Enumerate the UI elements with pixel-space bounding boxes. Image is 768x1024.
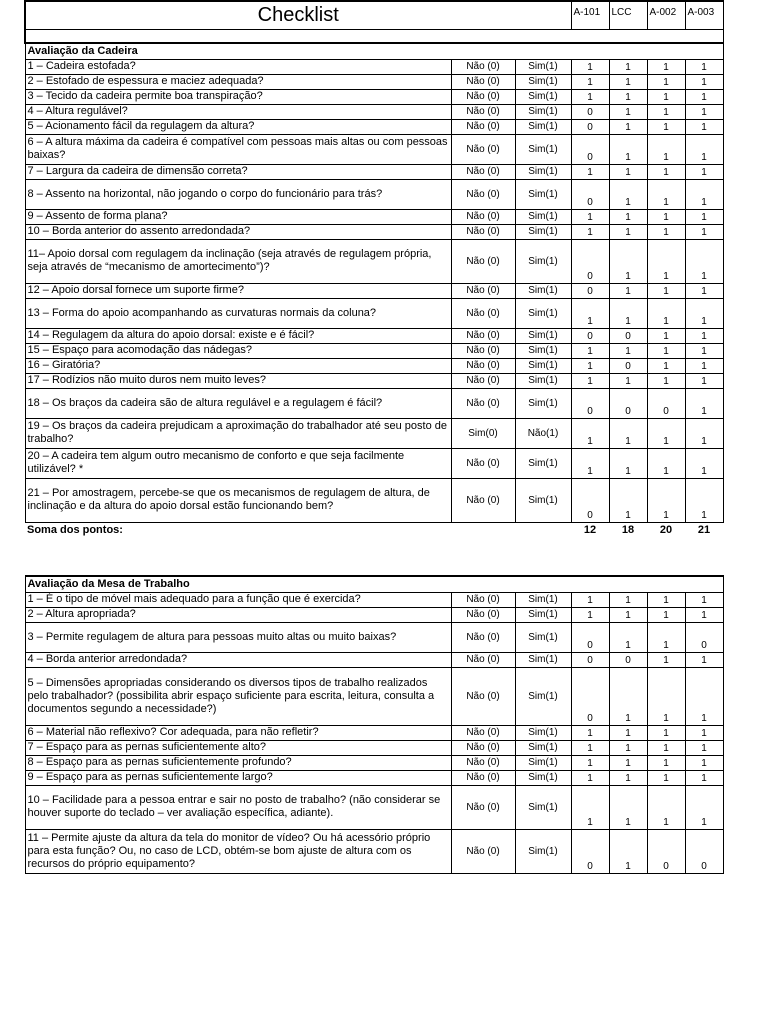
score-lcc: 1 bbox=[609, 622, 647, 652]
option-one: Sim(1) bbox=[515, 725, 571, 740]
score-lcc: 1 bbox=[609, 134, 647, 164]
checklist-row bbox=[25, 224, 723, 239]
option-zero: Não (0) bbox=[451, 740, 515, 755]
question-text: 20 – A cadeira tem algum outro mecanismo de conforto e que seja facilmente utilizável? * bbox=[25, 448, 451, 478]
score-a-003: 1 bbox=[685, 607, 723, 622]
score-a-002: 1 bbox=[647, 328, 685, 343]
score-lcc: 1 bbox=[609, 209, 647, 224]
score-a-002: 1 bbox=[647, 592, 685, 607]
score-a-101: 1 bbox=[571, 224, 609, 239]
checklist-row bbox=[25, 770, 723, 785]
option-one: Sim(1) bbox=[515, 209, 571, 224]
option-one: Sim(1) bbox=[515, 388, 571, 418]
score-a-003: 1 bbox=[685, 725, 723, 740]
score-a-003: 1 bbox=[685, 770, 723, 785]
option-zero: Não (0) bbox=[451, 343, 515, 358]
question-text: 9 – Espaço para as pernas suficientemente largo? bbox=[25, 770, 451, 785]
score-a-101: 0 bbox=[571, 622, 609, 652]
score-lcc: 0 bbox=[609, 358, 647, 373]
question-text: 7 – Largura da cadeira de dimensão correta? bbox=[25, 164, 451, 179]
question-text: 11 – Permite ajuste da altura da tela do monitor de vídeo? Ou há acessório próprio para esta função? Ou, no caso de LCD, obtém-se bom ajuste de altura com os recursos do próprio equipamento? bbox=[25, 829, 451, 873]
score-a-101: 1 bbox=[571, 298, 609, 328]
score-a-003: 1 bbox=[685, 239, 723, 283]
question-text: 8 – Espaço para as pernas suficientemente profundo? bbox=[25, 755, 451, 770]
checklist-table bbox=[24, 0, 724, 874]
score-a-101: 0 bbox=[571, 652, 609, 667]
score-a-101: 1 bbox=[571, 725, 609, 740]
score-lcc: 0 bbox=[609, 388, 647, 418]
score-lcc: 1 bbox=[609, 418, 647, 448]
option-one: Sim(1) bbox=[515, 328, 571, 343]
score-lcc: 1 bbox=[609, 239, 647, 283]
option-one: Sim(1) bbox=[515, 89, 571, 104]
spacer bbox=[25, 29, 723, 43]
score-lcc: 1 bbox=[609, 667, 647, 725]
section-gap bbox=[25, 538, 723, 576]
option-zero: Não (0) bbox=[451, 134, 515, 164]
score-a-101: 0 bbox=[571, 104, 609, 119]
checklist-row bbox=[25, 358, 723, 373]
question-text: 8 – Assento na horizontal, não jogando o corpo do funcionário para trás? bbox=[25, 179, 451, 209]
question-text: 11– Apoio dorsal com regulagem da inclinação (seja através de regulagem própria, seja através de “mecanismo de amortecimento”)? bbox=[25, 239, 451, 283]
option-zero: Não (0) bbox=[451, 283, 515, 298]
score-a-002: 1 bbox=[647, 209, 685, 224]
score-a-003: 1 bbox=[685, 592, 723, 607]
score-a-101: 1 bbox=[571, 770, 609, 785]
option-one: Sim(1) bbox=[515, 373, 571, 388]
question-text: 5 – Acionamento fácil da regulagem da altura? bbox=[25, 119, 451, 134]
checklist-row bbox=[25, 785, 723, 829]
option-zero: Não (0) bbox=[451, 328, 515, 343]
score-a-002: 1 bbox=[647, 478, 685, 522]
option-one: Sim(1) bbox=[515, 667, 571, 725]
score-lcc: 1 bbox=[609, 298, 647, 328]
question-text: 3 – Tecido da cadeira permite boa transpiração? bbox=[25, 89, 451, 104]
score-a-003: 1 bbox=[685, 134, 723, 164]
score-a-003: 1 bbox=[685, 104, 723, 119]
option-one: Sim(1) bbox=[515, 755, 571, 770]
checklist-row bbox=[25, 239, 723, 283]
score-a-101: 1 bbox=[571, 607, 609, 622]
question-text: 4 – Altura regulável? bbox=[25, 104, 451, 119]
column-header-a-002: A-002 bbox=[647, 1, 685, 29]
score-a-003: 1 bbox=[685, 418, 723, 448]
option-zero: Não (0) bbox=[451, 725, 515, 740]
total-label: Soma dos pontos: bbox=[27, 523, 123, 536]
option-one: Sim(1) bbox=[515, 134, 571, 164]
option-zero: Não (0) bbox=[451, 358, 515, 373]
section-heading-row bbox=[25, 43, 723, 59]
score-a-002: 0 bbox=[647, 829, 685, 873]
question-text: 7 – Espaço para as pernas suficientemente alto? bbox=[25, 740, 451, 755]
score-a-003: 1 bbox=[685, 785, 723, 829]
column-header-lcc: LCC bbox=[609, 1, 647, 29]
option-one: Sim(1) bbox=[515, 179, 571, 209]
option-zero: Não (0) bbox=[451, 755, 515, 770]
score-lcc: 0 bbox=[609, 652, 647, 667]
score-lcc: 1 bbox=[609, 179, 647, 209]
question-text: 5 – Dimensões apropriadas considerando os diversos tipos de trabalho realizados pelo trabalhador? (possibilita abrir espaço suficiente para escrita, leitura, consulta a documentos segundo a necessidade?) bbox=[25, 667, 451, 725]
option-zero: Não (0) bbox=[451, 652, 515, 667]
score-a-002: 1 bbox=[647, 59, 685, 74]
question-text: 6 – Material não reflexivo? Cor adequada, para não refletir? bbox=[25, 725, 451, 740]
question-text: 2 – Altura apropriada? bbox=[25, 607, 451, 622]
score-a-003: 0 bbox=[685, 829, 723, 873]
score-lcc: 1 bbox=[609, 283, 647, 298]
option-one: Sim(1) bbox=[515, 104, 571, 119]
score-a-003: 1 bbox=[685, 298, 723, 328]
question-text: 21 – Por amostragem, percebe-se que os mecanismos de regulagem de altura, de inclinação e da altura do apoio dorsal estão funcionando bem? bbox=[25, 478, 451, 522]
score-a-002: 1 bbox=[647, 358, 685, 373]
option-zero: Sim(0) bbox=[451, 418, 515, 448]
option-zero: Não (0) bbox=[451, 59, 515, 74]
checklist-row bbox=[25, 134, 723, 164]
score-a-101: 1 bbox=[571, 785, 609, 829]
score-lcc: 1 bbox=[609, 373, 647, 388]
option-zero: Não (0) bbox=[451, 607, 515, 622]
score-a-002: 1 bbox=[647, 179, 685, 209]
question-text: 17 – Rodízios não muito duros nem muito leves? bbox=[25, 373, 451, 388]
question-text: 19 – Os braços da cadeira prejudicam a aproximação do trabalhador até seu posto de trabalho? bbox=[25, 418, 451, 448]
score-a-003: 1 bbox=[685, 448, 723, 478]
score-a-003: 1 bbox=[685, 652, 723, 667]
score-a-101: 1 bbox=[571, 164, 609, 179]
score-a-101: 0 bbox=[571, 829, 609, 873]
checklist-sheet bbox=[24, 0, 724, 874]
score-a-003: 1 bbox=[685, 328, 723, 343]
checklist-row bbox=[25, 418, 723, 448]
option-one: Sim(1) bbox=[515, 358, 571, 373]
total-a-101: 12 bbox=[583, 523, 597, 536]
checklist-row bbox=[25, 209, 723, 224]
option-one: Sim(1) bbox=[515, 283, 571, 298]
score-a-002: 1 bbox=[647, 418, 685, 448]
score-a-002: 1 bbox=[647, 652, 685, 667]
question-text: 1 – É o tipo de móvel mais adequado para a função que é exercida? bbox=[25, 592, 451, 607]
score-a-101: 0 bbox=[571, 239, 609, 283]
option-zero: Não (0) bbox=[451, 104, 515, 119]
option-zero: Não (0) bbox=[451, 74, 515, 89]
score-lcc: 1 bbox=[609, 607, 647, 622]
option-one: Sim(1) bbox=[515, 770, 571, 785]
option-one: Sim(1) bbox=[515, 785, 571, 829]
column-header-a-101: A-101 bbox=[571, 1, 609, 29]
option-one: Sim(1) bbox=[515, 478, 571, 522]
score-a-101: 0 bbox=[571, 179, 609, 209]
checklist-row bbox=[25, 448, 723, 478]
checklist-row bbox=[25, 89, 723, 104]
gap bbox=[25, 538, 723, 576]
checklist-row bbox=[25, 652, 723, 667]
score-a-002: 1 bbox=[647, 755, 685, 770]
score-a-003: 0 bbox=[685, 622, 723, 652]
score-a-002: 1 bbox=[647, 725, 685, 740]
score-lcc: 1 bbox=[609, 785, 647, 829]
score-a-002: 1 bbox=[647, 89, 685, 104]
checklist-row bbox=[25, 74, 723, 89]
score-a-003: 1 bbox=[685, 179, 723, 209]
score-a-003: 1 bbox=[685, 283, 723, 298]
score-a-101: 1 bbox=[571, 59, 609, 74]
score-lcc: 1 bbox=[609, 448, 647, 478]
checklist-row bbox=[25, 104, 723, 119]
score-lcc: 1 bbox=[609, 89, 647, 104]
score-a-002: 1 bbox=[647, 283, 685, 298]
option-zero: Não (0) bbox=[451, 388, 515, 418]
score-a-101: 1 bbox=[571, 209, 609, 224]
spacer-row bbox=[25, 29, 723, 43]
score-a-002: 1 bbox=[647, 785, 685, 829]
question-text: 10 – Facilidade para a pessoa entrar e sair no posto de trabalho? (não considerar se houver suporte do teclado – ver avaliação específica, adiante). bbox=[25, 785, 451, 829]
option-zero: Não (0) bbox=[451, 785, 515, 829]
question-text: 4 – Borda anterior arredondada? bbox=[25, 652, 451, 667]
score-a-101: 0 bbox=[571, 134, 609, 164]
score-a-003: 1 bbox=[685, 119, 723, 134]
checklist-row bbox=[25, 164, 723, 179]
option-zero: Não (0) bbox=[451, 592, 515, 607]
option-zero: Não (0) bbox=[451, 478, 515, 522]
question-text: 1 – Cadeira estofada? bbox=[25, 59, 451, 74]
option-one: Sim(1) bbox=[515, 74, 571, 89]
score-lcc: 1 bbox=[609, 164, 647, 179]
score-a-003: 1 bbox=[685, 164, 723, 179]
option-zero: Não (0) bbox=[451, 164, 515, 179]
option-one: Sim(1) bbox=[515, 652, 571, 667]
option-one: Sim(1) bbox=[515, 740, 571, 755]
checklist-row bbox=[25, 667, 723, 725]
score-a-002: 1 bbox=[647, 740, 685, 755]
score-a-002: 0 bbox=[647, 388, 685, 418]
score-a-003: 1 bbox=[685, 343, 723, 358]
option-zero: Não (0) bbox=[451, 622, 515, 652]
score-a-101: 0 bbox=[571, 667, 609, 725]
score-a-002: 1 bbox=[647, 224, 685, 239]
score-lcc: 1 bbox=[609, 770, 647, 785]
option-one: Sim(1) bbox=[515, 592, 571, 607]
question-text: 6 – A altura máxima da cadeira é compatível com pessoas mais altas ou com pessoas baixas? bbox=[25, 134, 451, 164]
page-title: Checklist bbox=[25, 1, 571, 29]
checklist-row bbox=[25, 725, 723, 740]
score-lcc: 1 bbox=[609, 478, 647, 522]
score-a-003: 1 bbox=[685, 224, 723, 239]
score-a-003: 1 bbox=[685, 59, 723, 74]
option-one: Sim(1) bbox=[515, 622, 571, 652]
section-heading-row bbox=[25, 576, 723, 592]
option-zero: Não (0) bbox=[451, 667, 515, 725]
option-zero: Não (0) bbox=[451, 448, 515, 478]
score-a-002: 1 bbox=[647, 607, 685, 622]
total-lcc: 18 bbox=[621, 523, 635, 536]
question-text: 2 – Estofado de espessura e maciez adequada? bbox=[25, 74, 451, 89]
score-a-002: 1 bbox=[647, 667, 685, 725]
question-text: 3 – Permite regulagem de altura para pessoas muito altas ou muito baixas? bbox=[25, 622, 451, 652]
score-lcc: 1 bbox=[609, 343, 647, 358]
header-row bbox=[25, 1, 723, 29]
score-a-003: 1 bbox=[685, 74, 723, 89]
score-lcc: 1 bbox=[609, 104, 647, 119]
score-a-101: 1 bbox=[571, 343, 609, 358]
option-one: Sim(1) bbox=[515, 343, 571, 358]
option-one: Sim(1) bbox=[515, 59, 571, 74]
question-text: 13 – Forma do apoio acompanhando as curvaturas normais da coluna? bbox=[25, 298, 451, 328]
checklist-row bbox=[25, 298, 723, 328]
checklist-row bbox=[25, 755, 723, 770]
checklist-row bbox=[25, 478, 723, 522]
option-zero: Não (0) bbox=[451, 209, 515, 224]
score-a-003: 1 bbox=[685, 209, 723, 224]
score-lcc: 1 bbox=[609, 592, 647, 607]
score-a-002: 1 bbox=[647, 164, 685, 179]
checklist-row bbox=[25, 607, 723, 622]
score-a-002: 1 bbox=[647, 298, 685, 328]
score-a-101: 1 bbox=[571, 89, 609, 104]
checklist-row bbox=[25, 388, 723, 418]
score-lcc: 0 bbox=[609, 328, 647, 343]
score-a-101: 1 bbox=[571, 592, 609, 607]
option-one: Sim(1) bbox=[515, 448, 571, 478]
score-lcc: 1 bbox=[609, 829, 647, 873]
option-one: Sim(1) bbox=[515, 607, 571, 622]
score-lcc: 1 bbox=[609, 224, 647, 239]
score-a-101: 1 bbox=[571, 373, 609, 388]
score-lcc: 1 bbox=[609, 59, 647, 74]
checklist-row bbox=[25, 829, 723, 873]
checklist-row bbox=[25, 343, 723, 358]
option-zero: Não (0) bbox=[451, 224, 515, 239]
option-one: Sim(1) bbox=[515, 829, 571, 873]
score-a-003: 1 bbox=[685, 740, 723, 755]
option-zero: Não (0) bbox=[451, 373, 515, 388]
question-text: 18 – Os braços da cadeira são de altura regulável e a regulagem é fácil? bbox=[25, 388, 451, 418]
score-a-101: 1 bbox=[571, 448, 609, 478]
section-heading: Avaliação da Cadeira bbox=[25, 43, 723, 59]
score-a-002: 1 bbox=[647, 74, 685, 89]
score-a-101: 1 bbox=[571, 755, 609, 770]
option-zero: Não (0) bbox=[451, 119, 515, 134]
total-row bbox=[25, 522, 723, 538]
option-one: Sim(1) bbox=[515, 239, 571, 283]
score-a-101: 1 bbox=[571, 358, 609, 373]
score-a-003: 1 bbox=[685, 667, 723, 725]
option-zero: Não (0) bbox=[451, 89, 515, 104]
option-one: Não(1) bbox=[515, 418, 571, 448]
checklist-row bbox=[25, 373, 723, 388]
checklist-row bbox=[25, 283, 723, 298]
question-text: 15 – Espaço para acomodação das nádegas? bbox=[25, 343, 451, 358]
score-a-101: 0 bbox=[571, 388, 609, 418]
total-a-003: 21 bbox=[697, 523, 711, 536]
score-lcc: 1 bbox=[609, 755, 647, 770]
score-a-002: 1 bbox=[647, 134, 685, 164]
checklist-row bbox=[25, 119, 723, 134]
checklist-row bbox=[25, 740, 723, 755]
checklist-row bbox=[25, 592, 723, 607]
option-zero: Não (0) bbox=[451, 829, 515, 873]
score-a-101: 1 bbox=[571, 74, 609, 89]
score-a-002: 1 bbox=[647, 373, 685, 388]
section-heading: Avaliação da Mesa de Trabalho bbox=[25, 576, 723, 592]
checklist-row bbox=[25, 622, 723, 652]
score-a-101: 0 bbox=[571, 119, 609, 134]
score-a-003: 1 bbox=[685, 89, 723, 104]
score-lcc: 1 bbox=[609, 725, 647, 740]
question-text: 14 – Regulagem da altura do apoio dorsal: existe e é fácil? bbox=[25, 328, 451, 343]
score-a-002: 1 bbox=[647, 622, 685, 652]
question-text: 12 – Apoio dorsal fornece um suporte firme? bbox=[25, 283, 451, 298]
score-a-101: 0 bbox=[571, 478, 609, 522]
score-a-101: 1 bbox=[571, 740, 609, 755]
score-a-002: 1 bbox=[647, 343, 685, 358]
score-a-101: 0 bbox=[571, 328, 609, 343]
question-text: 10 – Borda anterior do assento arredondada? bbox=[25, 224, 451, 239]
total-a-002: 20 bbox=[659, 523, 673, 536]
score-a-003: 1 bbox=[685, 388, 723, 418]
option-zero: Não (0) bbox=[451, 770, 515, 785]
option-zero: Não (0) bbox=[451, 179, 515, 209]
score-a-002: 1 bbox=[647, 448, 685, 478]
score-a-003: 1 bbox=[685, 373, 723, 388]
score-a-002: 1 bbox=[647, 119, 685, 134]
score-a-002: 1 bbox=[647, 239, 685, 283]
score-a-002: 1 bbox=[647, 770, 685, 785]
question-text: 16 – Giratória? bbox=[25, 358, 451, 373]
score-a-003: 1 bbox=[685, 478, 723, 522]
score-lcc: 1 bbox=[609, 740, 647, 755]
question-text: 9 – Assento de forma plana? bbox=[25, 209, 451, 224]
option-one: Sim(1) bbox=[515, 298, 571, 328]
option-one: Sim(1) bbox=[515, 224, 571, 239]
checklist-row bbox=[25, 179, 723, 209]
column-header-a-003: A-003 bbox=[685, 1, 723, 29]
score-a-003: 1 bbox=[685, 755, 723, 770]
option-one: Sim(1) bbox=[515, 119, 571, 134]
score-lcc: 1 bbox=[609, 74, 647, 89]
score-lcc: 1 bbox=[609, 119, 647, 134]
option-one: Sim(1) bbox=[515, 164, 571, 179]
score-a-002: 1 bbox=[647, 104, 685, 119]
score-a-003: 1 bbox=[685, 358, 723, 373]
option-zero: Não (0) bbox=[451, 298, 515, 328]
score-a-101: 1 bbox=[571, 418, 609, 448]
checklist-row bbox=[25, 59, 723, 74]
score-a-101: 0 bbox=[571, 283, 609, 298]
option-zero: Não (0) bbox=[451, 239, 515, 283]
checklist-row bbox=[25, 328, 723, 343]
